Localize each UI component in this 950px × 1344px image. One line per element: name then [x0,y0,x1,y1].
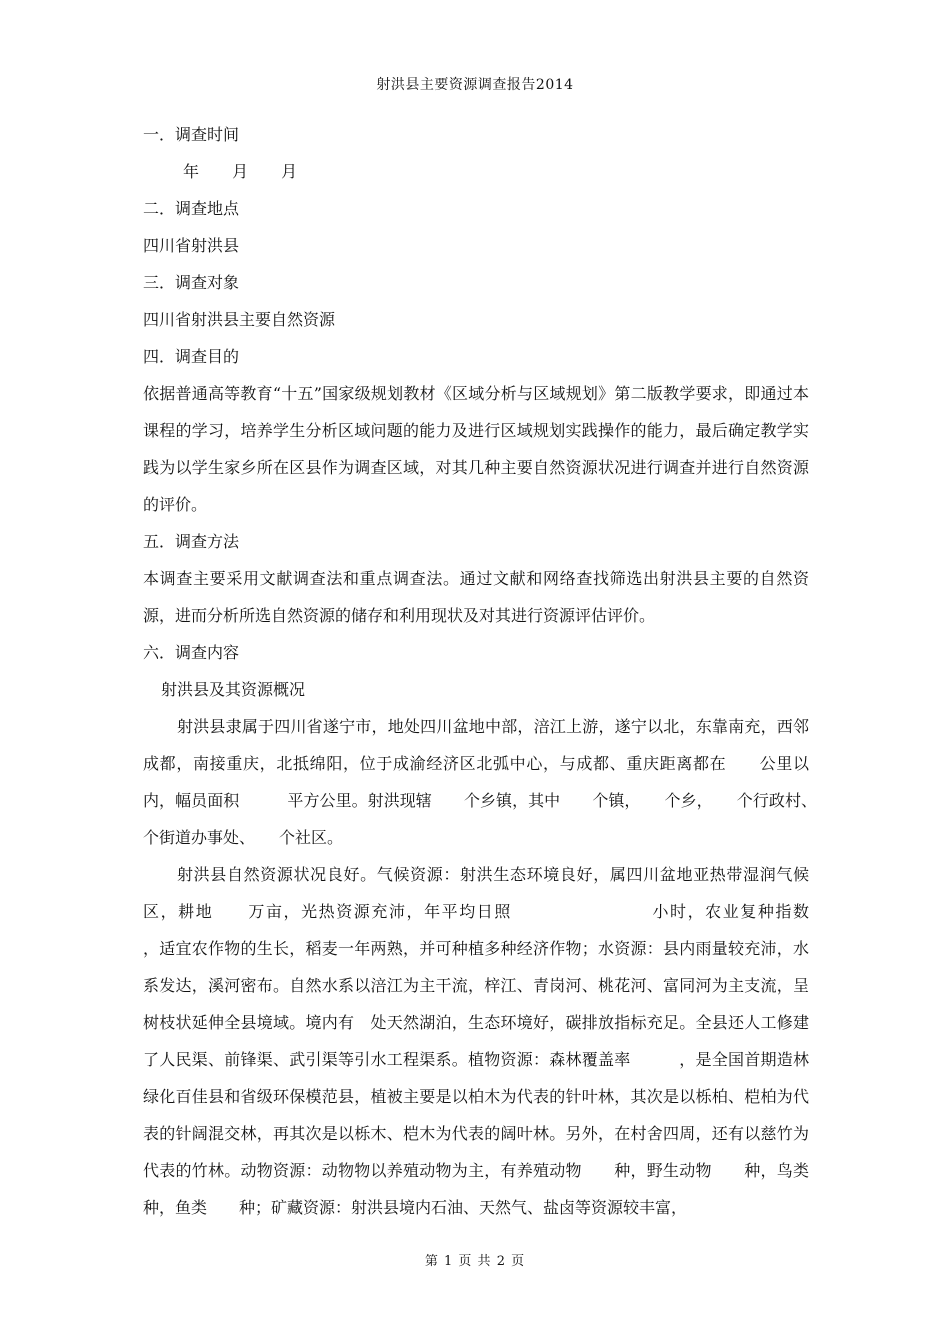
section-heading-survey-location: 二．调查地点 [143,199,240,218]
survey-time-value: 年 月 月 [183,162,298,181]
section-heading-survey-object: 三．调查对象 [143,273,240,292]
section-heading-survey-time: 一．调查时间 [143,125,240,144]
natural-resources-paragraph: 射洪县自然资源状况良好。气候资源：射洪生态环境良好，属四川盆地亚热带湿润气候区，耕地 万亩，光热资源充沛，年平均日照 小时，农业复种指数 ，适宜农作物的生长，稻麦一年两熟，并可种植多种经济作物；水资源：县内雨量较充沛，水系发达，溪河密布。自然水系以涪江为主干流，梓江、青岗河、桃花河、富同河为主支流，呈树枝状延伸全县境域。境内有 处天然湖泊，生态环境好，碳排放指标充足。全县还人工修建了人民渠、前锋渠、武引渠等引水工程渠系。植物资源：森林覆盖率 ，是全国首期造林绿化百佳县和省级环保模范县，植被主要是以柏木为代表的针叶林，其次是以栎柏、桤柏为代表的针阔混交林，再其次是以栎木、桤木为代表的阔叶林。另外，在村舍四周，还有以慈竹为代表的竹林。动物资源：动物物以养殖动物为主，有养殖动物 种，野生动物 种，鸟类 种，鱼类 种；矿藏资源：射洪县境内石油、天然气、盐卤等资源较丰富， [143,865,858,1217]
survey-location-value: 四川省射洪县 [143,236,240,255]
page-footer-number: 第 1 页 共 2 页 [424,1254,526,1269]
survey-method-paragraph: 本调查主要采用文献调查法和重点调查法。通过文献和网络查找筛选出射洪县主要的自然资源，进而分析所选自然资源的储存和利用现状及对其进行资源评估评价。 [143,569,809,625]
section-heading-survey-method: 五．调查方法 [143,532,240,551]
county-overview-paragraph: 射洪县隶属于四川省遂宁市，地处四川盆地中部，涪江上游，遂宁以北，东靠南充，西邻成都，南接重庆，北抵绵阳，位于成渝经济区北弧中心，与成都、重庆距离都在 公里以内，幅员面积 平方公里。射洪现辖 个乡镇，其中 个镇， 个乡， 个行政村、 个街道办事处、 个社区。 [143,717,826,847]
section-heading-survey-purpose: 四．调查目的 [143,347,240,366]
section-heading-survey-content: 六．调查内容 [143,643,240,662]
survey-content-subheading: 射洪县及其资源概况 [161,680,306,699]
page-header-title: 射洪县主要资源调查报告2014 [376,77,574,93]
survey-object-value: 四川省射洪县主要自然资源 [143,310,336,329]
survey-purpose-paragraph: 依据普通高等教育“十五”国家级规划教材《区域分析与区域规划》第二版教学要求，即通过本课程的学习，培养学生分析区域问题的能力及进行区域规划实践操作的能力，最后确定教学实践为以学生家乡所在区县作为调查区域，对其几种主要自然资源状况进行调查并进行自然资源的评价。 [143,384,809,514]
document-body [143,116,858,1226]
